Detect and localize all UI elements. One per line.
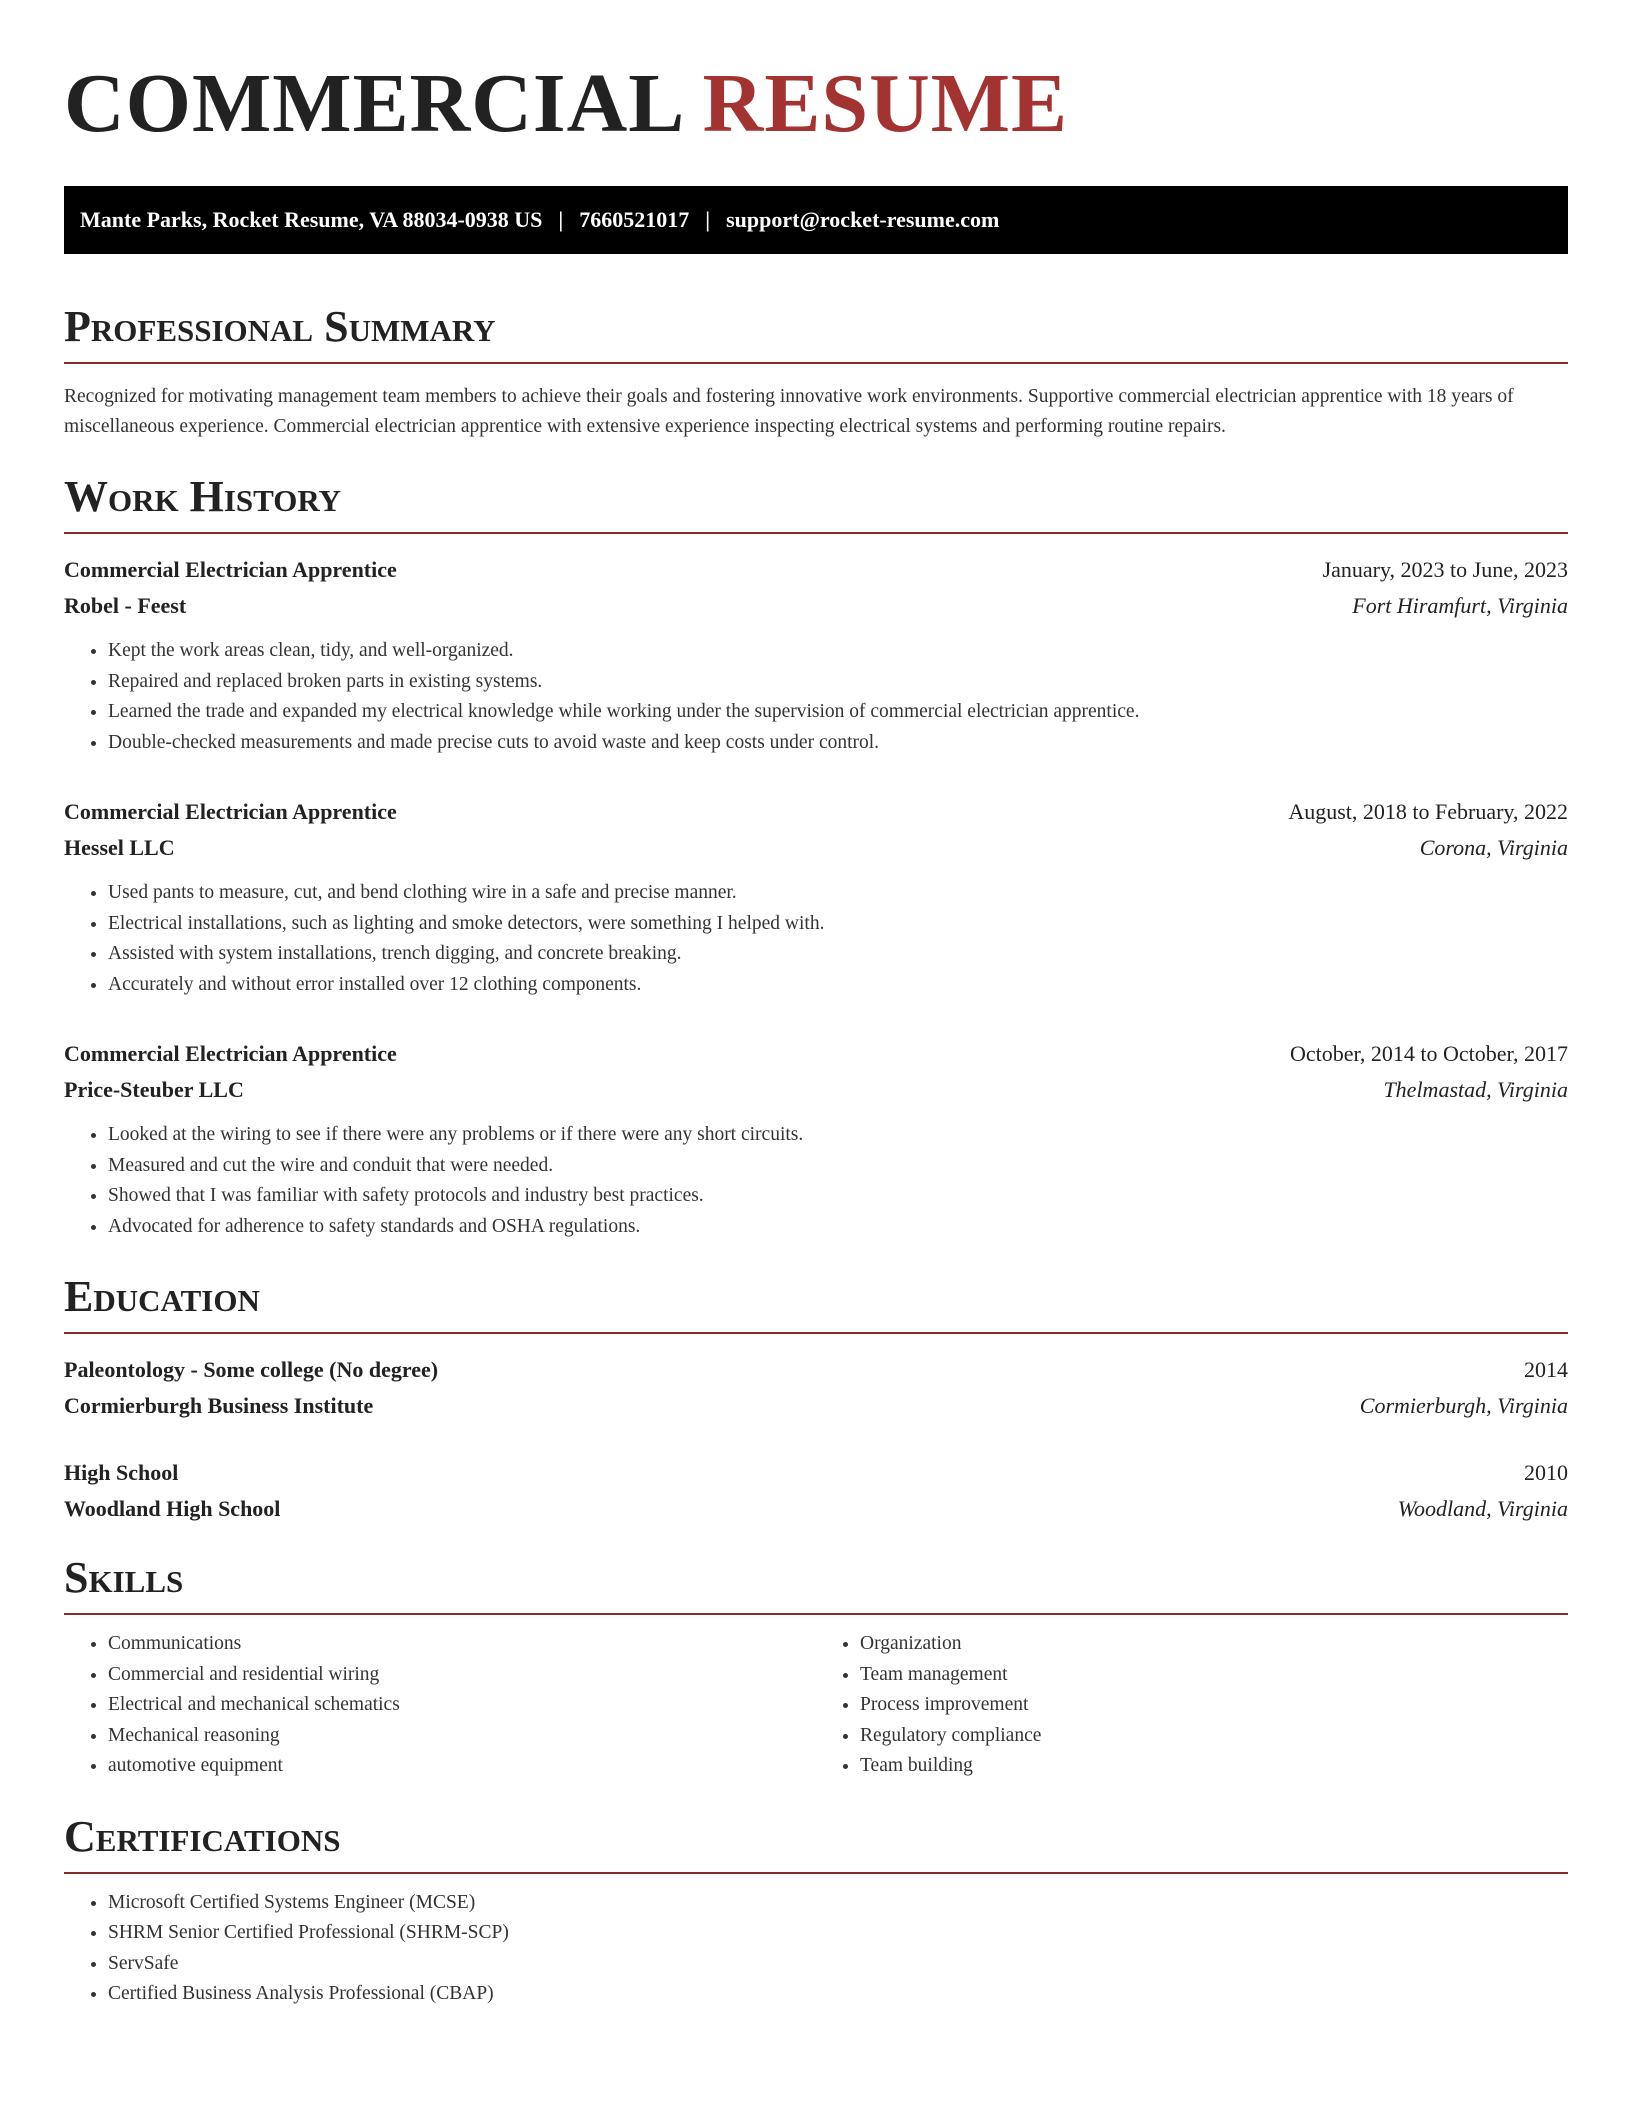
job-header-row bbox=[64, 794, 1568, 830]
skill-item: • automotive equipment bbox=[108, 1751, 816, 1782]
certifications-heading: Certifications bbox=[64, 1811, 341, 1861]
contact-separator: | bbox=[705, 207, 711, 232]
section-divider bbox=[64, 532, 1568, 534]
job-company-row bbox=[64, 588, 1568, 624]
job-entry bbox=[64, 794, 1568, 1000]
contact-bar bbox=[64, 186, 1568, 254]
education-location: Cormierburgh, Virginia bbox=[1359, 1393, 1568, 1418]
education-heading: Education bbox=[64, 1272, 260, 1321]
education-entry bbox=[64, 1455, 1568, 1527]
job-title: Commercial Electrician Apprentice bbox=[64, 1041, 397, 1066]
education-location: Woodland, Virginia bbox=[1397, 1496, 1568, 1521]
skill-item: • Electrical and mechanical schematics bbox=[108, 1690, 816, 1721]
education-degree: High School bbox=[64, 1460, 179, 1485]
job-bullet: • Double-checked measurements and made precise cuts to avoid waste and keep costs under control. bbox=[108, 728, 1568, 759]
section-divider bbox=[64, 1872, 1568, 1874]
title-part-commercial: COMMERCIAL bbox=[64, 57, 681, 150]
job-bullet: • Repaired and replaced broken parts in existing systems. bbox=[108, 667, 1568, 698]
skill-item: • Organization bbox=[860, 1629, 1568, 1660]
education-section bbox=[64, 1272, 1568, 1527]
resume-title bbox=[64, 56, 1568, 152]
education-year: 2010 bbox=[1524, 1460, 1568, 1485]
job-bullet: • Measured and cut the wire and conduit that were needed. bbox=[108, 1151, 1568, 1182]
job-bullet: • Assisted with system installations, trench digging, and concrete breaking. bbox=[108, 939, 1568, 970]
section-divider bbox=[64, 362, 1568, 364]
education-school-row bbox=[64, 1388, 1568, 1424]
education-degree-row bbox=[64, 1455, 1568, 1491]
job-entry bbox=[64, 552, 1568, 758]
work-history-heading: Work History bbox=[64, 472, 342, 521]
work-history-section bbox=[64, 472, 1568, 1242]
summary-heading: Professional Summary bbox=[64, 302, 496, 351]
education-school-row bbox=[64, 1491, 1568, 1527]
job-location: Thelmastad, Virginia bbox=[1383, 1077, 1568, 1102]
certifications-section bbox=[64, 1812, 1568, 2010]
job-bullet: • Looked at the wiring to see if there were any problems or if there were any short circuits. bbox=[108, 1120, 1568, 1151]
job-company-row bbox=[64, 1072, 1568, 1108]
certifications-list bbox=[64, 1888, 1568, 2010]
job-bullet: • Showed that I was familiar with safety protocols and industry best practices. bbox=[108, 1181, 1568, 1212]
contact-email: support@rocket-resume.com bbox=[726, 207, 1000, 232]
job-entry bbox=[64, 1036, 1568, 1242]
skills-section bbox=[64, 1553, 1568, 1782]
job-dates: August, 2018 to February, 2022 bbox=[1288, 799, 1568, 824]
job-header-row bbox=[64, 552, 1568, 588]
job-dates: January, 2023 to June, 2023 bbox=[1322, 557, 1568, 582]
skills-grid bbox=[64, 1629, 1568, 1782]
section-divider bbox=[64, 1613, 1568, 1615]
job-company: Hessel LLC bbox=[64, 835, 175, 860]
job-bullet: • Used pants to measure, cut, and bend clothing wire in a safe and precise manner. bbox=[108, 878, 1568, 909]
job-dates: October, 2014 to October, 2017 bbox=[1289, 1041, 1568, 1066]
contact-separator: | bbox=[558, 207, 564, 232]
education-school: Cormierburgh Business Institute bbox=[64, 1393, 374, 1418]
contact-address: Mante Parks, Rocket Resume, VA 88034-0938 US bbox=[80, 207, 543, 232]
job-location: Fort Hiramfurt, Virginia bbox=[1352, 593, 1568, 618]
job-bullet: • Kept the work areas clean, tidy, and well-organized. bbox=[108, 636, 1568, 667]
certification-item: • SHRM Senior Certified Professional (SHRM-SCP) bbox=[108, 1918, 1568, 1949]
job-company-row bbox=[64, 830, 1568, 866]
job-company: Price-Steuber LLC bbox=[64, 1077, 244, 1102]
education-degree: Paleontology - Some college (No degree) bbox=[64, 1357, 439, 1382]
title-part-resume: RESUME bbox=[702, 57, 1069, 150]
skill-item: • Team management bbox=[860, 1660, 1568, 1691]
education-entry bbox=[64, 1352, 1568, 1424]
job-bullets bbox=[64, 636, 1568, 758]
contact-phone: 7660521017 bbox=[579, 207, 690, 232]
skill-item: • Process improvement bbox=[860, 1690, 1568, 1721]
certification-item: • ServSafe bbox=[108, 1949, 1568, 1980]
summary-section bbox=[64, 302, 1568, 442]
job-bullet: • Accurately and without error installed over 12 clothing components. bbox=[108, 970, 1568, 1001]
job-header-row bbox=[64, 1036, 1568, 1072]
skill-item: • Team building bbox=[860, 1751, 1568, 1782]
skills-list-left bbox=[64, 1629, 816, 1782]
skill-item: • Commercial and residential wiring bbox=[108, 1660, 816, 1691]
certification-item: • Microsoft Certified Systems Engineer (MCSE) bbox=[108, 1888, 1568, 1919]
job-bullet: • Advocated for adherence to safety standards and OSHA regulations. bbox=[108, 1212, 1568, 1243]
skills-list-right bbox=[816, 1629, 1568, 1782]
education-year: 2014 bbox=[1524, 1357, 1568, 1382]
section-divider bbox=[64, 1332, 1568, 1334]
job-company: Robel - Feest bbox=[64, 593, 187, 618]
job-bullet: • Learned the trade and expanded my electrical knowledge while working under the supervision of commercial electrician apprentice. bbox=[108, 697, 1568, 728]
education-degree-row bbox=[64, 1352, 1568, 1388]
skill-item: • Mechanical reasoning bbox=[108, 1721, 816, 1752]
job-bullets bbox=[64, 878, 1568, 1000]
skill-item: • Communications bbox=[108, 1629, 816, 1660]
skill-item: • Regulatory compliance bbox=[860, 1721, 1568, 1752]
certification-item: • Certified Business Analysis Professional (CBAP) bbox=[108, 1979, 1568, 2010]
skills-heading: Skills bbox=[64, 1553, 184, 1602]
education-school: Woodland High School bbox=[64, 1496, 281, 1521]
summary-text: Recognized for motivating management team members to achieve their goals and fostering innovative work environments. Supportive commercial electrician apprentice with 18 years of miscellaneous experience. Commercial electrician apprentice with extensive experience inspecting electrical systems and performing routine repairs. bbox=[64, 386, 1514, 437]
job-bullet: • Electrical installations, such as lighting and smoke detectors, were something I helped with. bbox=[108, 909, 1568, 940]
job-bullets bbox=[64, 1120, 1568, 1242]
job-location: Corona, Virginia bbox=[1419, 835, 1568, 860]
job-title: Commercial Electrician Apprentice bbox=[64, 799, 397, 824]
job-title: Commercial Electrician Apprentice bbox=[64, 557, 397, 582]
